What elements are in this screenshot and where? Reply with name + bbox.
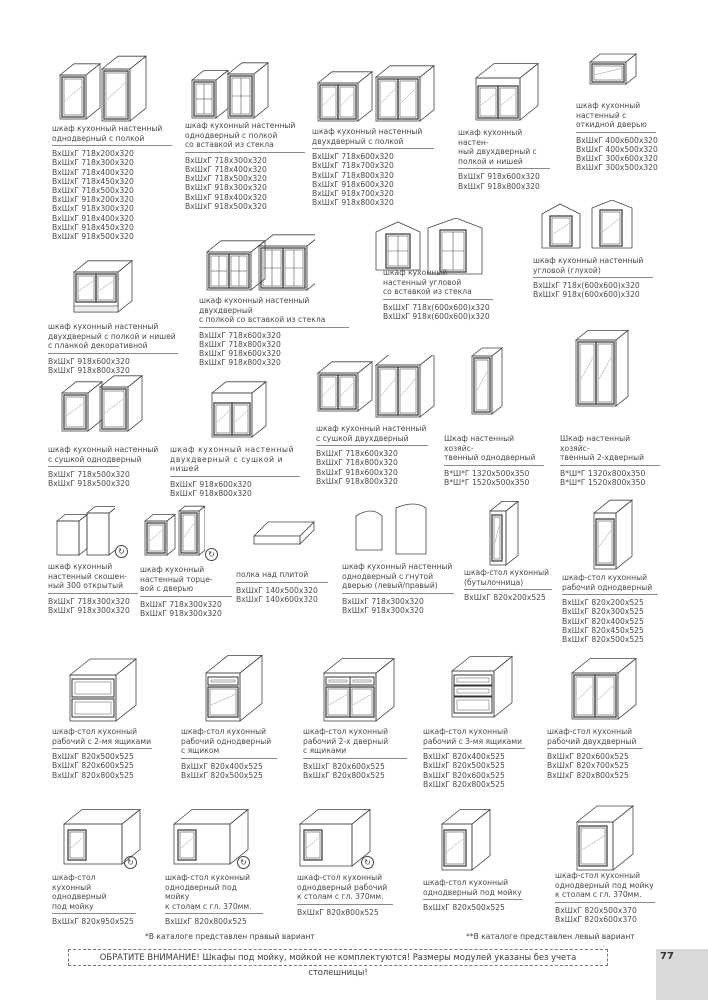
divider — [297, 904, 393, 905]
dimension-row: ВхШхГ 918х300х320 — [48, 605, 130, 615]
right-variant-note: *В каталоге представлен правый вариант — [145, 932, 315, 941]
dimension-list — [236, 586, 328, 604]
cabinet-illustration — [60, 373, 160, 435]
dimension-row: ВхШхГ 918х600х320 — [48, 356, 130, 366]
divider — [562, 594, 658, 595]
dimension-list — [423, 752, 525, 789]
product-title: шкаф кухонный настенный угловой со вставкой из стекла — [383, 268, 472, 297]
dimension-row: ВхШхГ 918х800х320 — [458, 181, 540, 191]
cabinet-illustration — [316, 355, 436, 421]
product-title: шкаф кухонный настенный с сушкой однодверный — [48, 445, 159, 464]
page-number: 77 — [660, 951, 674, 962]
product-item — [303, 727, 407, 780]
dimension-row: ВхШхГ 300х600х320 — [576, 154, 658, 164]
divider — [48, 466, 119, 467]
dimension-row: ВхШхГ 140х600х320 — [236, 594, 318, 604]
dimension-row: ВхШхГ 140х500х320 — [236, 585, 318, 595]
dimension-list — [342, 597, 454, 615]
divider — [236, 582, 328, 583]
divider — [181, 758, 277, 759]
product-item — [547, 727, 643, 780]
dimension-row: ВхШхГ 820х700х525 — [547, 761, 629, 771]
cabinet-illustration — [574, 328, 634, 408]
left-variant-note: **В каталоге представлен левый вариант — [466, 932, 635, 941]
dimension-row: ВхШхГ 718х600х320 — [316, 449, 398, 459]
dimension-row: ВхШхГ 718х800х320 — [312, 170, 394, 180]
dimension-row: ВхШхГ 820х500х525 — [181, 770, 263, 780]
rotate-icon: ↻ — [115, 545, 128, 558]
cabinet-illustration — [55, 503, 115, 559]
dimension-row: ВхШхГ 918х450х320 — [52, 222, 134, 232]
product-item — [52, 873, 136, 927]
cabinet-illustration — [540, 200, 640, 254]
dimension-row: ВхШхГ 820х800х525 — [303, 770, 385, 780]
product-item — [185, 121, 305, 211]
product-item — [165, 873, 263, 927]
dimension-row: ВхШхГ 918х700х320 — [312, 189, 394, 198]
dimension-row: ВхШхГ 918х500х320 — [185, 201, 267, 211]
divider — [165, 913, 263, 914]
divider — [199, 327, 349, 328]
dimension-row: ВхШхГ 718х300х320 — [185, 155, 267, 165]
divider — [576, 132, 656, 133]
dimension-row: ВхШхГ 918х500х320 — [48, 479, 130, 489]
dimension-row: В*Ш*Г 1320х800х350 — [560, 468, 646, 478]
dimension-row: ВхШхГ 718х600х320 — [199, 330, 281, 340]
dimension-row: ВхШхГ 820х600х370 — [555, 914, 637, 924]
cabinet-illustration — [474, 56, 554, 124]
cabinet-illustration — [252, 520, 322, 550]
dimension-row: ВхШхГ 918х600х320 — [316, 467, 398, 477]
dimension-row: ВхШхГ 820х500х370 — [555, 905, 637, 915]
dimension-row: ВхШхГ 820х450х525 — [562, 625, 644, 635]
product-item — [533, 256, 653, 300]
cabinet-illustration — [190, 58, 300, 122]
product-title: шкаф кухонный настенный двухдверный с полкой — [312, 127, 423, 146]
dimension-row: ВхШхГ 918х200х320 — [52, 195, 134, 205]
cabinet-illustration — [68, 655, 148, 723]
dimension-list — [555, 906, 655, 924]
dimension-row: ВхШхГ 820х500х525 — [52, 752, 134, 762]
dimension-row: ВхШхГ 918х600х320 — [170, 479, 252, 489]
dimension-row: ВхШхГ 918х300х320 — [52, 204, 134, 214]
dimension-row: ВхШхГ 918х600х320 — [199, 349, 281, 359]
product-title: шкаф кухонный настенный двухдверный с полкой и нишей с планкой декоративной — [48, 322, 176, 351]
divider — [423, 748, 525, 749]
dimension-list — [52, 752, 152, 780]
dimension-row: ВхШхГ 820х600х525 — [303, 761, 385, 771]
product-item — [181, 727, 277, 780]
dimension-row: ВхШхГ 820х400х525 — [562, 616, 644, 626]
dimension-list — [297, 908, 393, 917]
dimension-row: ВхШхГ 718х400х320 — [52, 167, 134, 177]
product-item — [576, 101, 656, 173]
dimension-row: ВхШхГ 718х300х320 — [342, 596, 424, 606]
dimension-row: ВхШхГ 718х450х320 — [52, 176, 134, 186]
divider — [423, 899, 523, 900]
dimension-row: ВхШхГ 820х200х525 — [464, 593, 546, 603]
product-item — [444, 434, 544, 487]
dimension-row: ВхШхГ 918х800х320 — [199, 358, 281, 368]
dimension-list — [165, 917, 263, 926]
divider — [383, 299, 493, 300]
dimension-list — [533, 281, 653, 299]
dimension-row: ВхШхГ 918х800х320 — [312, 198, 394, 208]
product-item — [423, 878, 523, 912]
dimension-list — [444, 469, 544, 487]
cabinet-illustration — [440, 804, 500, 874]
product-item — [297, 873, 393, 917]
product-title: шкаф кухонный настенный однодверный с гнутой дверью (левый/правый) — [342, 562, 453, 591]
dimension-row: ВхШхГ 820х400х525 — [423, 752, 505, 762]
product-item — [312, 127, 434, 207]
cabinet-illustration — [488, 497, 528, 569]
dimension-row: ВхШхГ 918х(600х600)х320 — [383, 311, 490, 321]
dimension-row: ВхШхГ 918х600х320 — [312, 179, 394, 189]
dimension-list — [48, 470, 166, 488]
dimension-list — [185, 156, 305, 211]
cabinet-illustration — [470, 344, 510, 416]
dimension-row: В*Ш*Г 1520х500х350 — [444, 477, 530, 487]
dimension-row: ВхШхГ 820х500х525 — [423, 903, 505, 913]
dimension-row: ВхШхГ 820х800х525 — [297, 907, 379, 917]
dimension-list — [562, 598, 658, 644]
dimension-row: ВхШхГ 918х800х320 — [170, 488, 252, 498]
dimension-list — [181, 762, 277, 780]
product-title: шкаф кухонный настенный торце- вой с дверью — [140, 565, 213, 594]
divider — [464, 589, 552, 590]
dimension-row: ВхШхГ 718х500х320 — [185, 174, 267, 184]
dimension-list — [52, 149, 172, 241]
dimension-list — [383, 303, 493, 321]
dimension-list — [464, 593, 552, 602]
product-title: шкаф кухонный настенный скошен- ный 300 открытый — [48, 562, 127, 591]
cabinet-illustration — [592, 497, 642, 573]
dimension-list — [48, 597, 138, 615]
product-title: шкаф кухонный настенный двухдверный с полкой со вставкой из стекла — [199, 296, 326, 325]
dimension-row: ВхШхГ 820х800х525 — [423, 779, 505, 789]
product-title: шкаф кухонный настенный угловой (глухой) — [533, 256, 644, 275]
product-item — [383, 268, 493, 321]
cabinet-illustration — [204, 655, 274, 723]
product-title: шкаф-стол кухонный однодверный рабочий к столам с гл. 370мм. — [297, 873, 388, 902]
product-item — [48, 445, 166, 489]
product-title: шкаф-стол кухонный однодверный под мойку к столам с гл. 370мм. — [555, 871, 654, 900]
dimension-row: ВхШхГ 718х300х320 — [52, 158, 134, 168]
dimension-row: ВхШхГ 718х800х320 — [316, 458, 398, 468]
cabinet-illustration — [588, 52, 638, 92]
dimension-row: ВхШхГ 918х300х320 — [140, 608, 222, 618]
dimension-row: ВхШхГ 918х500х320 — [52, 232, 134, 242]
product-title: шкаф-стол кухонный однодверный под мойку — [423, 878, 522, 897]
divider — [140, 596, 232, 597]
rotate-icon: ↻ — [361, 856, 374, 869]
dimension-row: ВхШхГ 820х600х525 — [547, 752, 629, 762]
product-item — [464, 568, 552, 602]
page-number-box — [656, 949, 708, 1000]
product-title: шкаф-стол кухонный рабочий однодверный — [562, 573, 653, 592]
product-title: шкаф-стол кухонный рабочий 2-х дверный с ящиками — [303, 727, 389, 756]
divider — [444, 465, 544, 466]
divider — [316, 445, 428, 446]
product-title: шкаф кухонный настенный однодверный с полкой со вставкой из стекла — [185, 121, 296, 150]
dimension-row: ВхШхГ 820х300х525 — [562, 607, 644, 617]
divider — [303, 758, 407, 759]
warning-banner: ОБРАТИТЕ ВНИМАНИЕ! Шкафы под мойку, мойкой не комплектуются! Размеры модулей указаны без учета столешницы! — [68, 949, 608, 966]
divider — [52, 913, 136, 914]
dimension-row: ВхШхГ 718х600х320 — [312, 152, 394, 162]
dimension-row: ВхШхГ 718х400х320 — [185, 164, 267, 174]
rotate-icon: ↻ — [237, 856, 250, 869]
dimension-row: ВхШхГ 918х400х320 — [52, 213, 134, 223]
divider — [342, 593, 454, 594]
product-item — [48, 562, 138, 615]
cabinet-illustration — [210, 373, 290, 441]
divider — [547, 748, 643, 749]
product-title: полка над плитой — [236, 570, 309, 579]
divider — [458, 168, 550, 169]
cabinet-illustration — [575, 800, 645, 874]
dimension-row: ВхШхГ 718х500х320 — [52, 186, 134, 195]
dimension-list — [312, 152, 434, 207]
product-title: шкаф-стол кухонный рабочий с 3-мя ящиками — [423, 727, 523, 746]
product-item — [342, 562, 454, 615]
dimension-row: ВхШхГ 918х300х320 — [185, 183, 267, 193]
cabinet-illustration — [72, 258, 152, 318]
dimension-list — [547, 752, 643, 780]
rotate-icon: ↻ — [205, 548, 218, 561]
product-item — [236, 570, 328, 604]
product-item — [555, 871, 655, 924]
cabinet-illustration — [450, 655, 530, 721]
product-title: шкаф-стол кухонный рабочий с 2-мя ящиками — [52, 727, 152, 746]
divider — [170, 476, 300, 477]
product-title: шкаф кухонный настенный двухдверный с сушкой и нишей — [170, 445, 295, 474]
divider — [52, 748, 152, 749]
dimension-list — [423, 903, 523, 912]
product-title: шкаф кухонный настенный однодверный с полкой — [52, 124, 163, 143]
product-title: Шкаф настенный хозяйс- твенный однодверный — [444, 434, 536, 463]
dimension-row: ВхШхГ 718х(600х600)х320 — [533, 281, 640, 291]
product-title: шкаф-стол кухонный однодверный под мойку к столам с гл. 370мм. — [165, 873, 252, 911]
dimension-row: ВхШхГ 820х800х525 — [547, 770, 629, 780]
dimension-row: ВхШхГ 300х500х320 — [576, 163, 658, 173]
dimension-row: ВхШхГ 718х500х320 — [48, 470, 130, 480]
product-title: шкаф кухонный настенный с откидной дверью — [576, 101, 647, 130]
product-item — [458, 128, 550, 191]
product-item — [316, 424, 428, 486]
dimension-row: ВхШхГ 918х800х320 — [316, 476, 398, 486]
dimension-list — [303, 762, 407, 780]
product-title: шкаф кухонный настенный с сушкой двухдверный — [316, 424, 427, 443]
dimension-row: ВхШхГ 718х(600х600)х320 — [383, 302, 490, 312]
dimension-row: В*Ш*Г 1520х800х350 — [560, 477, 646, 487]
dimension-row: ВхШхГ 718х800х320 — [199, 339, 281, 349]
product-item — [562, 573, 658, 644]
cabinet-illustration — [58, 55, 168, 123]
dimension-list — [316, 449, 428, 486]
product-title: шкаф-стол кухонный рабочий однодверный с ящиком — [181, 727, 272, 756]
dimension-list — [560, 469, 660, 487]
dimension-list — [576, 136, 656, 173]
dimension-row: ВхШхГ 918х400х320 — [185, 192, 267, 202]
rotate-icon: ↻ — [124, 856, 137, 869]
dimension-list — [52, 917, 136, 926]
product-item — [52, 727, 152, 780]
product-item — [48, 322, 178, 375]
dimension-row: ВхШхГ 820х500х525 — [562, 635, 644, 644]
dimension-row: ВхШхГ 820х800х525 — [52, 770, 134, 780]
dimension-row: ВхШхГ 918х800х320 — [48, 365, 130, 375]
divider — [52, 145, 172, 146]
dimension-row: ВхШхГ 820х400х525 — [181, 761, 263, 771]
divider — [312, 148, 434, 149]
product-title: Шкаф настенный хозяйс- твенный 2-хдверный — [560, 434, 645, 463]
dimension-row: ВхШхГ 718х200х320 — [52, 149, 134, 159]
dimension-row: ВхШхГ 820х600х525 — [423, 770, 505, 780]
dimension-row: ВхШхГ 718х700х320 — [312, 161, 394, 171]
dimension-list — [458, 172, 550, 190]
divider — [48, 353, 178, 354]
dimension-list — [140, 600, 232, 618]
dimension-list — [170, 480, 300, 498]
divider — [555, 902, 655, 903]
product-item — [560, 434, 660, 487]
dimension-row: В*Ш*Г 1320х500х350 — [444, 468, 530, 478]
dimension-row: ВхШхГ 918х(600х600)х320 — [533, 290, 640, 300]
dimension-row: ВхШхГ 820х800х525 — [165, 917, 247, 927]
product-item — [170, 445, 300, 498]
dimension-row: ВхШхГ 820х200х525 — [562, 598, 644, 608]
dimension-row: ВхШхГ 820х950х525 — [52, 917, 134, 927]
product-item — [52, 124, 172, 241]
cabinet-illustration — [570, 655, 650, 723]
dimension-row: ВхШхГ 918х300х320 — [342, 605, 424, 615]
divider — [48, 593, 138, 594]
dimension-row: ВхШхГ 820х500х525 — [423, 761, 505, 771]
cabinet-illustration — [352, 498, 432, 560]
product-title: шкаф-стол кухонный однодверный под мойку — [52, 873, 107, 911]
dimension-row: ВхШхГ 820х600х525 — [52, 761, 134, 771]
cabinet-illustration — [143, 503, 205, 559]
cabinet-illustration — [205, 232, 315, 294]
divider — [185, 152, 305, 153]
cabinet-illustration — [322, 655, 402, 723]
product-title: шкаф кухонный настен- ный двухдверный с полкой и нишей — [458, 128, 537, 166]
dimension-row: ВхШхГ 718х300х320 — [140, 599, 222, 609]
dimension-row: ВхШхГ 400х600х320 — [576, 135, 658, 145]
product-item — [423, 727, 525, 789]
cabinet-illustration — [316, 63, 436, 125]
product-title: шкаф-стол кухонный рабочий двухдверный — [547, 727, 637, 746]
product-title: шкаф-стол кухонный (бутылочница) — [464, 568, 550, 587]
divider — [560, 465, 660, 466]
product-item — [140, 565, 232, 618]
dimension-row: ВхШхГ 918х600х320 — [458, 172, 540, 182]
dimension-row: ВхШхГ 400х500х320 — [576, 144, 658, 154]
dimension-row: ВхШхГ 718х300х320 — [48, 596, 130, 606]
divider — [533, 277, 653, 278]
